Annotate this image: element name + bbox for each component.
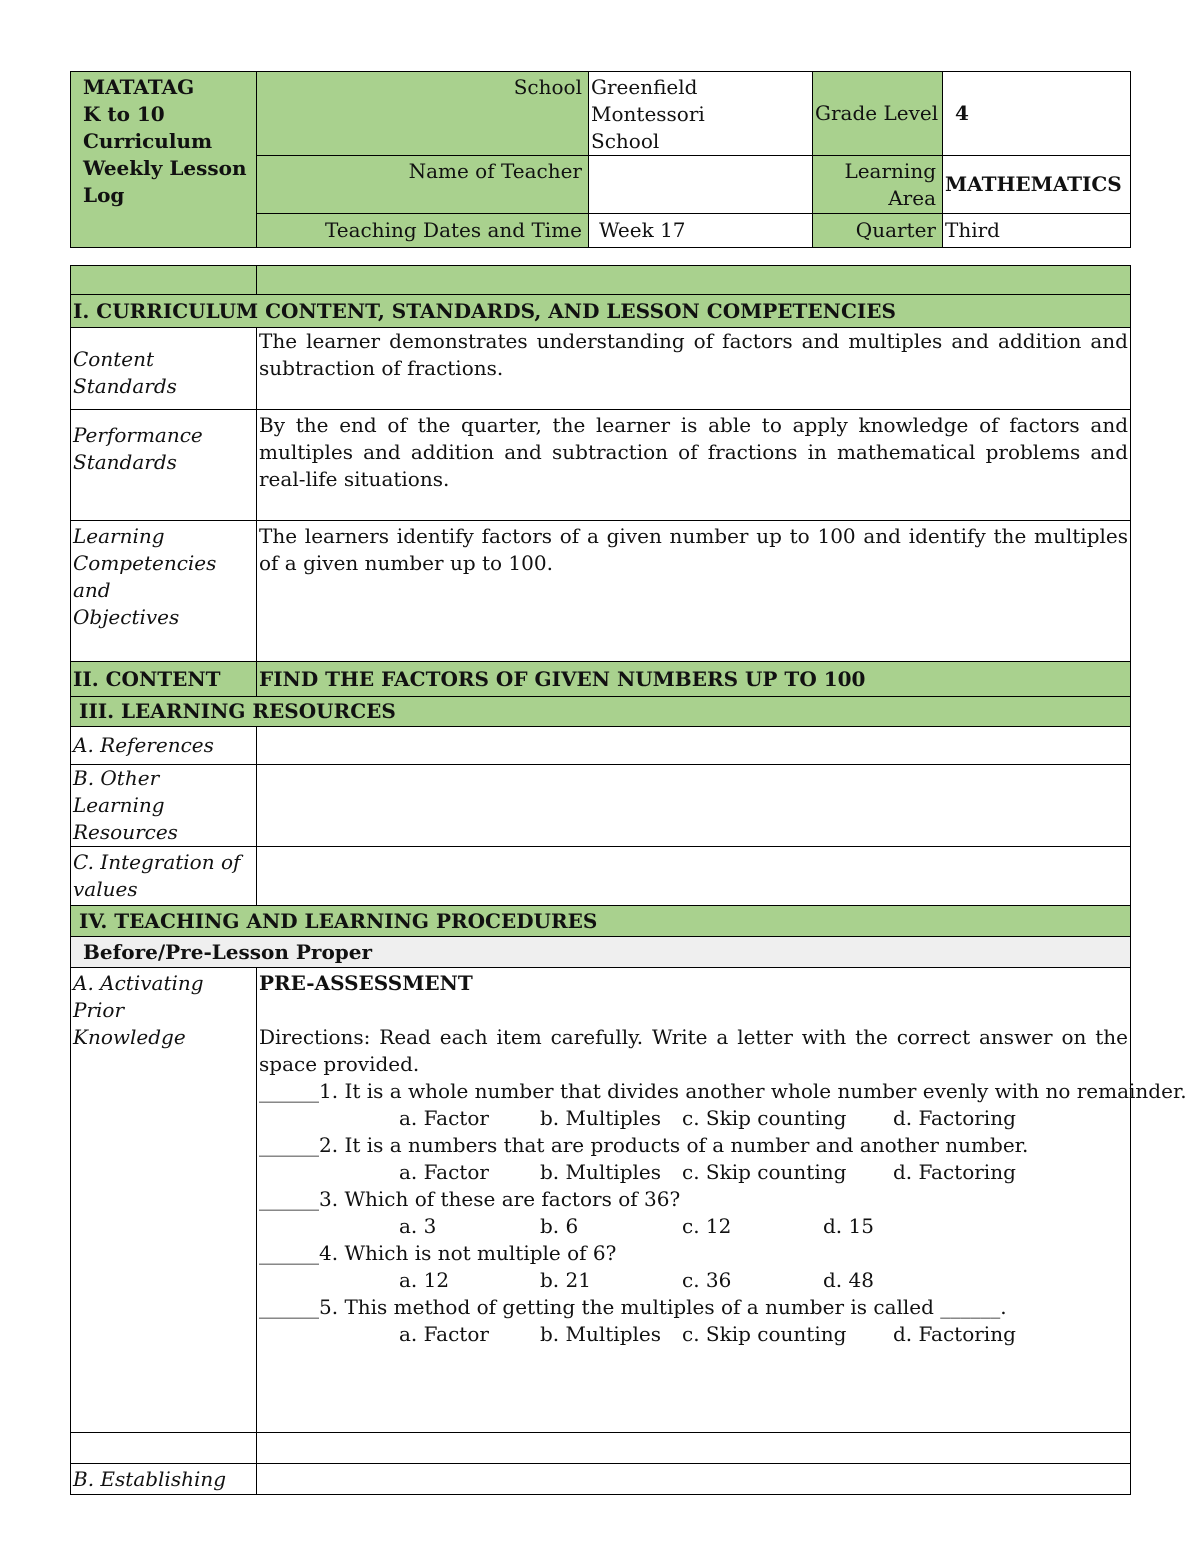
answer-option: c. 12 <box>682 1214 732 1238</box>
references-label: A. References <box>71 727 257 765</box>
content-standards-label <box>71 328 257 410</box>
activating-label-line: Prior <box>73 998 125 1022</box>
dates-value: Week 17 <box>589 214 813 248</box>
blank-header-cell <box>71 266 257 295</box>
other-resources-value <box>257 765 1131 847</box>
teacher-label: Name of Teacher <box>257 156 589 214</box>
answer-option: d. Factoring <box>893 1106 1016 1130</box>
answer-options <box>259 1321 1128 1348</box>
answer-option: d. Factoring <box>893 1322 1016 1346</box>
answer-option: c. Skip counting <box>682 1160 847 1184</box>
section-resources-heading: III. LEARNING RESOURCES <box>71 697 1131 727</box>
school-value <box>589 72 813 156</box>
performance-standards-label-line: Standards <box>73 450 177 474</box>
grade-level-label: Grade Level <box>813 72 943 156</box>
content-value: FIND THE FACTORS OF GIVEN NUMBERS UP TO 100 <box>257 662 1131 697</box>
references-value <box>257 727 1131 765</box>
directions-text: Directions: Read each item carefully. Write a letter with the correct answer on the space provided. <box>259 1025 1128 1076</box>
blank-header-cell <box>257 266 1131 295</box>
establishing-label: B. Establishing <box>71 1464 257 1495</box>
content-standards-label-line: Standards <box>73 374 177 398</box>
question-item: ______2. It is a numbers that are products of a number and another number. <box>259 1133 1029 1157</box>
answer-option: d. 48 <box>823 1268 874 1292</box>
integration-label-line: values <box>73 877 138 901</box>
integration-label-line: C. Integration of <box>73 850 241 874</box>
answer-option: d. Factoring <box>893 1160 1016 1184</box>
integration-label <box>71 847 257 906</box>
school-label: School <box>257 72 589 156</box>
answer-options <box>259 1105 1128 1132</box>
log-title-line: MATATAG <box>83 75 195 99</box>
competencies-label-line: Objectives <box>73 605 180 629</box>
answer-options <box>259 1267 1128 1294</box>
learning-area-label <box>813 156 943 214</box>
answer-option: c. Skip counting <box>682 1322 847 1346</box>
answer-options <box>259 1213 1128 1240</box>
answer-option: b. Multiples <box>540 1322 662 1346</box>
answer-option: d. 15 <box>823 1214 874 1238</box>
school-value-line: Greenfield Montessori <box>591 75 705 126</box>
blank-cell <box>257 1433 1131 1464</box>
other-resources-label-line: B. Other Learning <box>73 766 165 817</box>
competencies-label-line: Learning <box>73 524 165 548</box>
before-lesson-heading: Before/Pre-Lesson Proper <box>71 937 1131 968</box>
section-curriculum-heading: I. CURRICULUM CONTENT, STANDARDS, AND LESSON COMPETENCIES <box>71 295 1131 328</box>
performance-standards-label-line: Performance <box>73 423 203 447</box>
other-resources-label <box>71 765 257 847</box>
learning-area-label-line: Learning <box>844 158 936 183</box>
school-value-line: School <box>591 129 660 153</box>
pre-assessment-cell <box>257 968 1187 1433</box>
answer-option: b. 6 <box>540 1214 579 1238</box>
competencies-label <box>71 521 257 662</box>
header-table <box>70 71 1131 248</box>
answer-option: a. Factor <box>399 1106 489 1130</box>
grade-level-value: 4 <box>943 72 1131 156</box>
learning-area-label-line: Area <box>888 185 936 210</box>
performance-standards-text: By the end of the quarter, the learner is able to apply knowledge of factors and multiples and addition and subtraction of fractions in mathematical problems and real-life situations. <box>257 410 1131 521</box>
answer-option: a. Factor <box>399 1160 489 1184</box>
other-resources-label-line: Resources <box>73 820 178 844</box>
log-title-line: K to 10 <box>83 102 165 126</box>
log-title-line: Curriculum <box>83 129 213 153</box>
competencies-label-line: Competencies and <box>73 551 217 602</box>
question-item: ______3. Which of these are factors of 36? <box>259 1187 681 1211</box>
log-title-line: Log <box>83 183 125 207</box>
question-item: ______5. This method of getting the multiples of a number is called ______. <box>259 1295 1007 1319</box>
question-item: ______1. It is a whole number that divides another whole number evenly with no remainder. <box>259 1079 1187 1103</box>
pre-assessment-heading: PRE-ASSESSMENT <box>259 971 473 995</box>
content-label: II. CONTENT <box>71 662 257 697</box>
activating-label <box>71 968 257 1433</box>
activating-label-line: A. Activating <box>73 971 204 995</box>
question-item: ______4. Which is not multiple of 6? <box>259 1241 617 1265</box>
answer-option: b. Multiples <box>540 1160 662 1184</box>
answer-option: c. 36 <box>682 1268 732 1292</box>
answer-option: b. Multiples <box>540 1106 662 1130</box>
content-standards-label-line: Content <box>73 347 155 371</box>
activating-label-line: Knowledge <box>73 1025 186 1049</box>
answer-option: b. 21 <box>540 1268 591 1292</box>
dates-label: Teaching Dates and Time <box>257 214 589 248</box>
answer-option: a. 3 <box>399 1214 437 1238</box>
competencies-text: The learners identify factors of a given number up to 100 and identify the multiples of a given number up to 100. <box>257 521 1131 662</box>
blank-cell <box>71 1433 257 1464</box>
log-title-line: Weekly Lesson <box>83 156 247 180</box>
spacer <box>259 997 1128 1024</box>
quarter-value: Third <box>943 214 1131 248</box>
answer-option: a. 12 <box>399 1268 450 1292</box>
learning-area-value: MATHEMATICS <box>943 156 1131 214</box>
answer-option: a. Factor <box>399 1322 489 1346</box>
section-procedures-heading: IV. TEACHING AND LEARNING PROCEDURES <box>71 906 1131 937</box>
answer-options <box>259 1159 1128 1186</box>
answer-option: c. Skip counting <box>682 1106 847 1130</box>
performance-standards-label <box>71 410 257 521</box>
quarter-label: Quarter <box>813 214 943 248</box>
log-title <box>71 72 257 248</box>
teacher-value <box>589 156 813 214</box>
content-standards-text: The learner demonstrates understanding of factors and multiples and addition and subtraction of fractions. <box>257 328 1131 410</box>
integration-value <box>257 847 1131 906</box>
establishing-value <box>257 1464 1131 1495</box>
lesson-log-table <box>70 265 1187 1495</box>
